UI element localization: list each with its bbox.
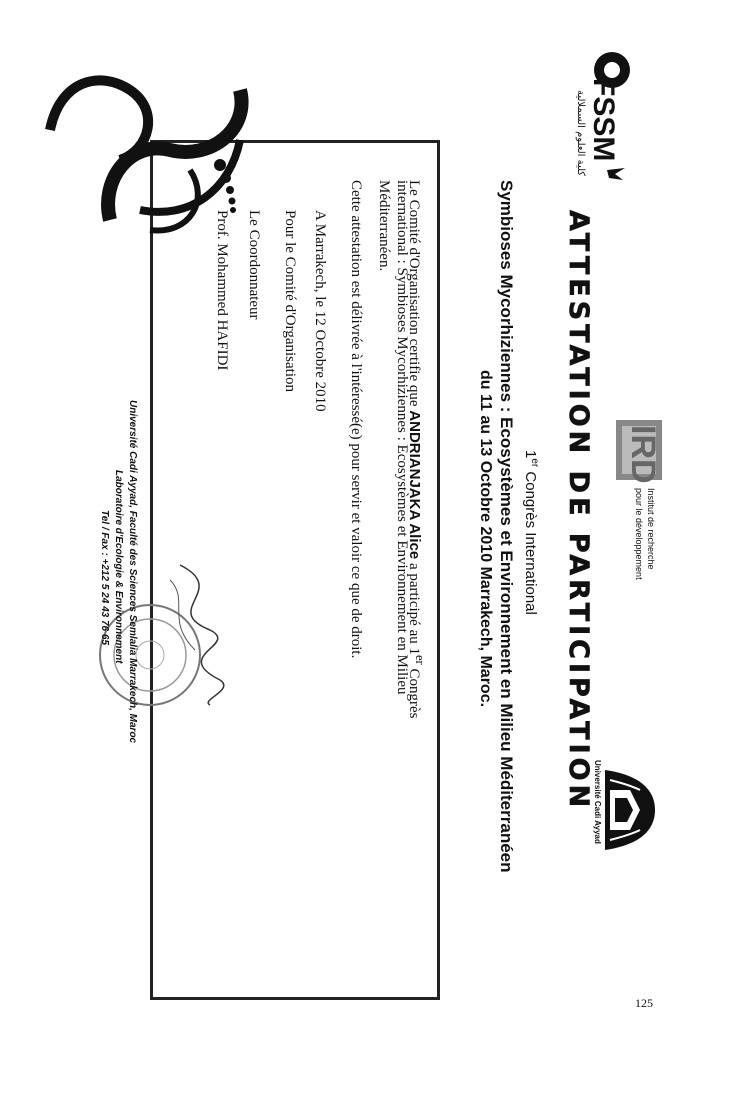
uca-logo bbox=[600, 760, 660, 860]
statement-congress: Congrès bbox=[406, 664, 422, 719]
participation-certificate bbox=[45, 70, 662, 1115]
issue-place-date: A Marrakech, le 12 Octobre 2010 bbox=[312, 210, 328, 412]
fssm-logo-text: FSSM bbox=[587, 78, 620, 162]
certificate-title: ATTESTATION DE PARTICIPATION bbox=[563, 210, 594, 812]
ird-logo-text: IRD bbox=[624, 425, 662, 484]
uca-logo-text: Université Cadi Ayyad bbox=[593, 760, 602, 844]
statement-intro: Le Comité d'Organisation certifie que bbox=[406, 180, 422, 411]
congress-subtitle: Symbioses Mycorhiziennes : Ecosystèmes et Environnement en Milieu Méditerranéen bbox=[497, 180, 516, 873]
fssm-logo-subtext: كلية العلوم السملالية bbox=[575, 90, 586, 177]
ird-logo-line1: Institut de recherche bbox=[646, 488, 656, 570]
coordinator-label: Le Coordonnateur bbox=[246, 210, 262, 320]
participant-name: ANDRIANJAKA Alice bbox=[406, 410, 423, 560]
congress-sup: er bbox=[529, 458, 540, 468]
footer-laboratory: Laboratoire d'Ecologie & Environnement bbox=[113, 470, 124, 664]
congress-text: Congrès International bbox=[522, 467, 539, 615]
footer-contact: Tel / Fax : +212 5 24 43 76 65 bbox=[99, 510, 110, 645]
congress-number: 1 bbox=[522, 450, 539, 459]
certificate-validity-statement: Cette attestation est délivrée à l'intéressé(e) pour servir et valoir ce que de droit. bbox=[348, 180, 364, 659]
congress-line bbox=[522, 450, 540, 615]
coordinator-name: Prof. Mohammed HAFIDI bbox=[214, 210, 230, 371]
certificate-statement-line3: Méditerranéen. bbox=[376, 180, 392, 272]
statement-participated: a participé au 1 bbox=[406, 559, 422, 655]
signature bbox=[150, 560, 240, 710]
certificate-statement-line2: international : Symbioses Mycorhiziennes : Ecosystèmes et Environnement en Milieu bbox=[394, 180, 410, 695]
ird-logo-line2: pour le développement bbox=[634, 488, 644, 580]
footer-university: Université Cadi Ayyad, Faculté des Sciences Semlalia Marrakech, Maroc bbox=[127, 400, 138, 744]
statement-sup: er bbox=[413, 655, 427, 665]
page-number: 125 bbox=[635, 996, 653, 1010]
for-committee-label: Pour le Comité d'Organisation bbox=[282, 210, 298, 392]
congress-dates: du 11 au 13 Octobre 2010 Marrakech, Maroc. bbox=[477, 370, 494, 708]
